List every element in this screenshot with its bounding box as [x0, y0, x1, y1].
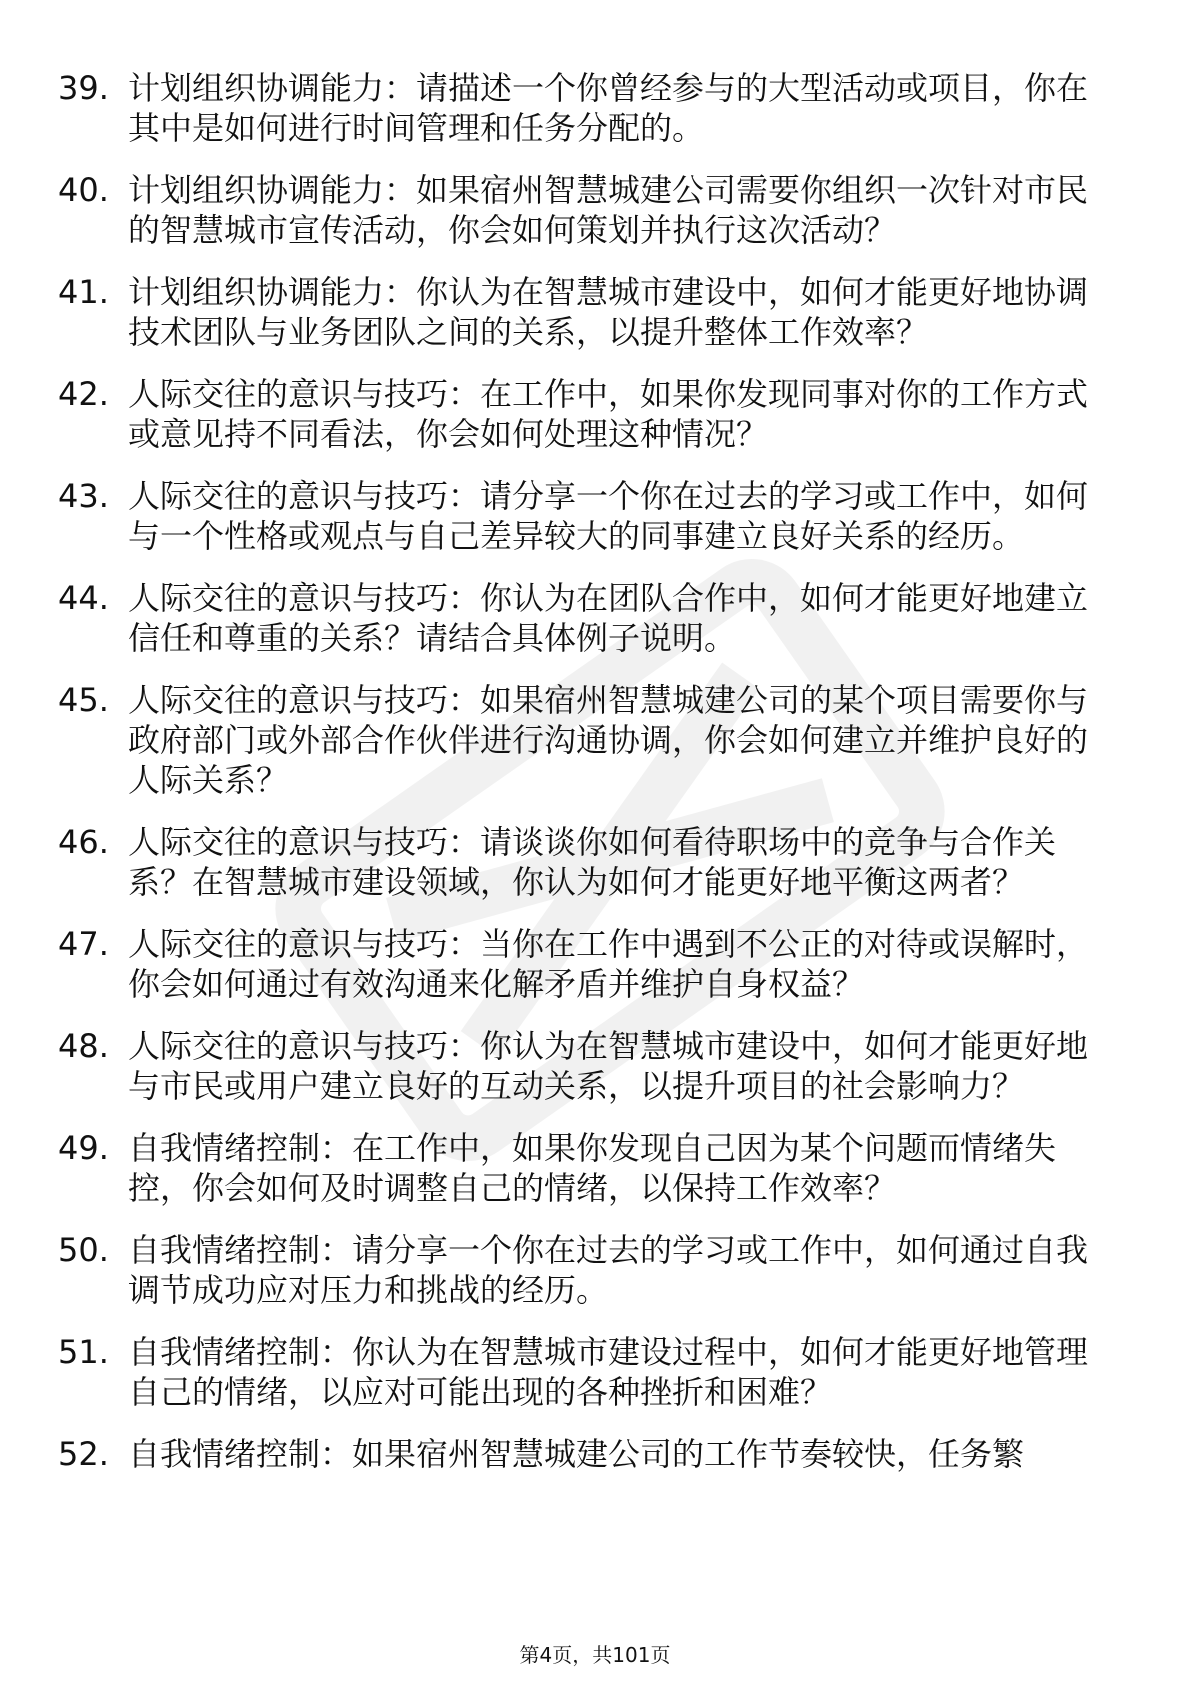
question-number: 39. — [58, 69, 109, 107]
question-item — [58, 476, 1118, 556]
question-item — [58, 578, 1118, 658]
question-item — [58, 924, 1118, 1004]
question-item — [58, 1332, 1118, 1412]
question-text: 人际交往的意识与技巧：请分享一个你在过去的学习或工作中，如何与一个性格或观点与自己差异较大的同事建立良好关系的经历。 — [128, 477, 1089, 555]
question-number: 47. — [58, 925, 109, 963]
question-text: 自我情绪控制：在工作中，如果你发现自己因为某个问题而情绪失控，你会如何及时调整自己的情绪，以保持工作效率？ — [128, 1129, 1057, 1207]
question-text: 人际交往的意识与技巧：你认为在智慧城市建设中，如何才能更好地与市民或用户建立良好的互动关系，以提升项目的社会影响力？ — [128, 1027, 1089, 1105]
question-item — [58, 272, 1118, 352]
question-number: 42. — [58, 375, 109, 413]
question-number: 52. — [58, 1435, 109, 1473]
question-text: 自我情绪控制：如果宿州智慧城建公司的工作节奏较快，任务繁 — [128, 1435, 1025, 1473]
question-number: 50. — [58, 1231, 109, 1269]
question-text: 计划组织协调能力：你认为在智慧城市建设中，如何才能更好地协调技术团队与业务团队之间的关系，以提升整体工作效率？ — [128, 273, 1089, 351]
question-text: 自我情绪控制：你认为在智慧城市建设过程中，如何才能更好地管理自己的情绪，以应对可能出现的各种挫折和困难？ — [128, 1333, 1089, 1411]
question-item — [58, 374, 1118, 454]
question-text: 计划组织协调能力：请描述一个你曾经参与的大型活动或项目，你在其中是如何进行时间管理和任务分配的。 — [128, 69, 1089, 147]
question-number: 48. — [58, 1027, 109, 1065]
question-number: 40. — [58, 171, 109, 209]
question-number: 43. — [58, 477, 109, 515]
question-list — [58, 68, 1118, 1496]
page-footer: 第4页，共101页 — [519, 1643, 671, 1667]
question-text: 人际交往的意识与技巧：你认为在团队合作中，如何才能更好地建立信任和尊重的关系？请结合具体例子说明。 — [128, 579, 1089, 657]
question-text: 人际交往的意识与技巧：在工作中，如果你发现同事对你的工作方式或意见持不同看法，你会如何处理这种情况？ — [128, 375, 1089, 453]
question-number: 46. — [58, 823, 109, 861]
question-item — [58, 68, 1118, 148]
question-item — [58, 1230, 1118, 1310]
question-item — [58, 1026, 1118, 1106]
question-text: 计划组织协调能力：如果宿州智慧城建公司需要你组织一次针对市民的智慧城市宣传活动，你会如何策划并执行这次活动？ — [128, 171, 1089, 249]
question-item — [58, 822, 1118, 902]
question-number: 44. — [58, 579, 109, 617]
question-item — [58, 1128, 1118, 1208]
question-text: 自我情绪控制：请分享一个你在过去的学习或工作中，如何通过自我调节成功应对压力和挑战的经历。 — [128, 1231, 1089, 1309]
question-number: 51. — [58, 1333, 109, 1371]
question-text: 人际交往的意识与技巧：请谈谈你如何看待职场中的竞争与合作关系？在智慧城市建设领域，你认为如何才能更好地平衡这两者？ — [128, 823, 1057, 901]
question-number: 45. — [58, 681, 109, 719]
question-text: 人际交往的意识与技巧：如果宿州智慧城建公司的某个项目需要你与政府部门或外部合作伙伴进行沟通协调，你会如何建立并维护良好的人际关系？ — [128, 681, 1089, 799]
question-number: 41. — [58, 273, 109, 311]
question-item — [58, 1434, 1118, 1474]
question-text: 人际交往的意识与技巧：当你在工作中遇到不公正的对待或误解时，你会如何通过有效沟通来化解矛盾并维护自身权益？ — [128, 925, 1089, 1003]
question-item — [58, 170, 1118, 250]
question-number: 49. — [58, 1129, 109, 1167]
question-item — [58, 680, 1118, 800]
